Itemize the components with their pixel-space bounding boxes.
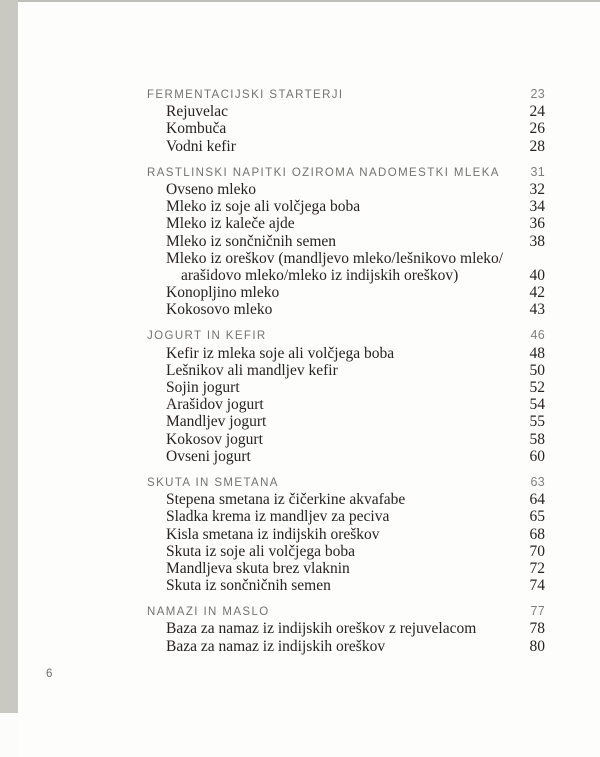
toc-entry [147, 413, 545, 430]
toc-entry-page: 52 [529, 379, 545, 396]
toc-entry-page: 65 [529, 508, 545, 526]
toc-entry [147, 198, 545, 215]
toc-section-header-page: 31 [530, 164, 545, 179]
toc-entry [147, 345, 545, 362]
toc-entry [147, 301, 545, 318]
toc-section-header-page: 23 [530, 87, 545, 101]
toc-list [147, 86, 545, 655]
toc-entry-label: Skuta iz soje ali volčjega boba [166, 542, 355, 560]
toc-entry [147, 560, 545, 577]
toc-entry [147, 491, 545, 508]
toc-entry-page: 48 [529, 344, 545, 362]
toc-entry-label: Kokosov jogurt [166, 430, 263, 448]
toc-entry-label: Rejuvelac [166, 103, 228, 121]
toc-entry-page: 58 [529, 430, 545, 448]
toc-section-header [147, 474, 545, 491]
toc-entry-page: 42 [529, 284, 545, 302]
toc-entry [147, 638, 545, 655]
toc-entry [147, 181, 545, 198]
toc-entry-label: Baza za namaz iz indijskih oreškov z rejuvelacom [166, 620, 477, 638]
toc-entry-continuation-label: arašidovo mleko/mleko iz indijskih oreškov) [181, 266, 459, 284]
toc-entry-page: 26 [529, 120, 545, 138]
toc-entry-page: 60 [529, 447, 545, 465]
toc-entry [147, 120, 545, 137]
scan-top-edge [0, 0, 600, 2]
toc-entry-label: Lešnikov ali mandljev kefir [166, 361, 338, 379]
toc-section-header [147, 603, 545, 620]
toc-section-header-label: FERMENTACIJSKI STARTERJI [147, 89, 344, 101]
toc-entry-label: Mandljeva skuta brez vlaknin [166, 559, 350, 577]
toc-entry-page: 78 [529, 620, 545, 638]
toc-entry-page: 50 [529, 361, 545, 379]
toc-entry-page: 72 [529, 559, 545, 577]
toc-entry-label: Stepena smetana iz čičerkine akvafabe [166, 491, 406, 509]
toc-entry-page: 70 [529, 542, 545, 560]
toc-entry-label: Kisla smetana iz indijskih oreškov [166, 525, 380, 543]
toc-section-header-page: 77 [530, 604, 545, 619]
toc-section-header-label: RASTLINSKI NAPITKI OZIROMA NADOMESTKI MLEKA [147, 166, 500, 179]
toc-entry-continuation [147, 267, 545, 284]
toc-section-header-label: NAMAZI IN MASLO [147, 606, 270, 619]
toc-section-header-label: JOGURT IN KEFIR [147, 330, 267, 343]
toc-entry-label: Baza za namaz iz indijskih oreškov [166, 637, 386, 655]
toc-entry-page: 43 [529, 301, 545, 319]
toc-entry-label: Mandljev jogurt [166, 413, 267, 431]
toc-entry-label: Mleko iz soje ali volčjega boba [166, 198, 361, 216]
toc-entry-page: 55 [529, 413, 545, 431]
toc-entry [147, 379, 545, 396]
toc-entry-label: Kokosovo mleko [166, 301, 273, 319]
toc-entry-continuation-page: 40 [529, 266, 545, 284]
toc-entry-page: 28 [529, 137, 545, 155]
toc-section-header [147, 164, 545, 181]
scan-left-edge [0, 0, 18, 713]
toc-entry [147, 431, 545, 448]
toc-entry-page: 36 [529, 215, 545, 233]
toc-entry-label: Ovseno mleko [166, 180, 256, 198]
toc-section-header-page: 63 [530, 474, 545, 489]
toc-entry [147, 215, 545, 232]
toc-entry [147, 543, 545, 560]
toc-section-header [147, 86, 545, 103]
toc-entry [147, 526, 545, 543]
toc-entry [147, 620, 545, 637]
toc-entry-page: 68 [529, 525, 545, 543]
toc-entry-label: Arašidov jogurt [166, 396, 264, 414]
toc-entry-page: 64 [529, 491, 545, 509]
toc-entry [147, 233, 545, 250]
toc-entry-label: Sladka krema iz mandljev za peciva [166, 508, 390, 526]
toc-entry-label: Mleko iz oreškov (mandljevo mleko/lešnikovo mleko/ [166, 249, 504, 267]
toc-entry-label: Mleko iz kaleče ajde [166, 215, 295, 233]
toc-section-header-label: SKUTA IN SMETANA [147, 476, 279, 489]
toc-entry-page: 54 [529, 396, 545, 414]
page-number: 6 [46, 668, 53, 680]
toc-entry-page: 32 [529, 180, 545, 198]
toc-entry-label: Sojin jogurt [166, 379, 240, 396]
toc-entry [147, 577, 545, 594]
toc-entry [147, 362, 545, 379]
toc-entry [147, 284, 545, 301]
toc-entry-page: 34 [529, 198, 545, 216]
toc-entry [147, 250, 545, 267]
toc-entry [147, 396, 545, 413]
toc-entry [147, 448, 545, 465]
toc-entry-label: Mleko iz sončničnih semen [166, 232, 337, 250]
toc-entry [147, 103, 545, 120]
toc-entry-label: Vodni kefir [166, 137, 236, 155]
toc-entry-label: Kefir iz mleka soje ali volčjega boba [166, 344, 395, 362]
toc-section-header [147, 327, 545, 344]
toc-entry-label: Kombuča [166, 120, 227, 138]
toc-section-header-page: 46 [530, 328, 545, 343]
toc-entry-page: 24 [529, 103, 545, 121]
toc-entry [147, 508, 545, 525]
toc-entry-page: 74 [529, 577, 545, 595]
toc-entry-label: Skuta iz sončničnih semen [166, 577, 331, 595]
toc-entry-page: 80 [529, 637, 545, 655]
toc-entry-label: Konopljino mleko [166, 284, 280, 302]
toc-entry-label: Ovseni jogurt [166, 447, 251, 465]
toc-entry-page: 38 [529, 232, 545, 250]
toc-entry [147, 138, 545, 155]
